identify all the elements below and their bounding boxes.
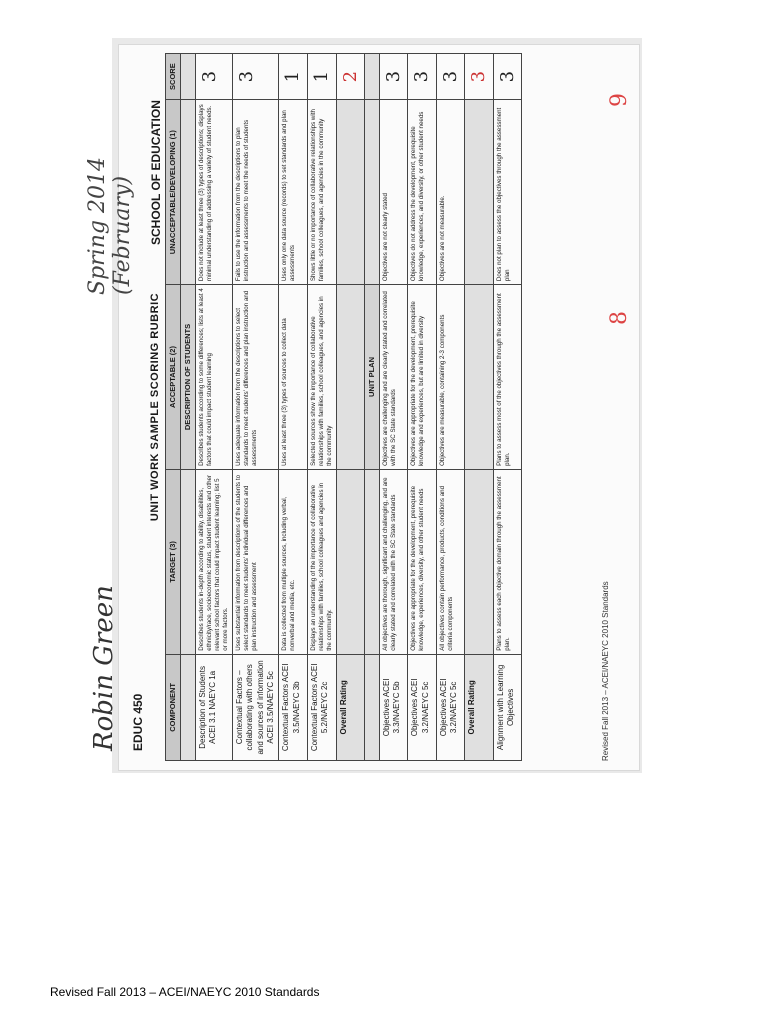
score-cell: 1 <box>279 54 307 100</box>
acceptable-cell: Plans to assess most of the objectives through the assessment plan. <box>493 285 521 470</box>
unacceptable-cell: Does not plan to assess the objectives through the assessment plan <box>493 100 521 285</box>
component-cell: Contextual Factors – collaborating with others and sources of information ACEI 3.5/NAEYC 5c <box>232 654 279 760</box>
header-acceptable: ACCEPTABLE (2) <box>166 285 181 470</box>
handwritten-semester: Spring 2014 (February) <box>85 157 135 295</box>
header-score: SCORE <box>166 54 181 100</box>
target-cell: Objectives are appropriate for the development, prerequisite knowledge, experiences, diversity, and other student needs <box>408 469 436 654</box>
score-cell: 1 <box>307 54 336 100</box>
unacceptable-cell: Objectives are not clearly stated <box>380 100 408 285</box>
score-cell: 3 <box>195 54 232 100</box>
section-title: DESCRIPTION OF STUDENTS <box>180 285 195 470</box>
table-row <box>493 54 521 761</box>
handwritten-section-total: 8 <box>607 311 632 325</box>
score-cell: 3 <box>380 54 408 100</box>
header-component: COMPONENT <box>166 654 181 760</box>
component-cell: Contextual Factors ACEI 5.2/NAEYC 2c <box>307 654 336 760</box>
section-row <box>365 54 380 761</box>
rotated-rubric-content <box>85 49 635 765</box>
table-row <box>232 54 279 761</box>
target-cell: All objectives are thorough, significant and challenging, and are clearly stated and correlated with the SC State standards <box>380 469 408 654</box>
table-row <box>408 54 436 761</box>
school-name: SCHOOL OF EDUCATION <box>149 100 163 245</box>
table-row <box>279 54 307 761</box>
score-cell: 3 <box>232 54 279 100</box>
unacceptable-cell: Uses only one data source (records) to set standards and plan assessments <box>279 100 307 285</box>
overall-rating-row <box>465 54 493 761</box>
unacceptable-cell: Objectives are not measurable. <box>436 100 464 285</box>
acceptable-cell: Selected sources show the importance of collaborative relationships with families, school colleagues, and agencies in the community <box>307 285 336 470</box>
handwritten-section-total: 9 <box>607 93 632 107</box>
rubric-title: UNIT WORK SAMPLE SCORING RUBRIC <box>149 292 161 522</box>
component-cell: Contextual Factors ACEI 3.5/NAEYC 3b <box>279 654 307 760</box>
acceptable-cell: Uses at least three (3) types of sources to collect data <box>279 285 307 470</box>
header-target: TARGET (3) <box>166 469 181 654</box>
overall-rating-row <box>336 54 364 761</box>
target-cell: Plans to assess each objective domain through the assessment plan. <box>493 469 521 654</box>
header-unacceptable: UNACCEPTABLE/DEVELOPING (1) <box>166 100 181 285</box>
component-cell: Description of Students ACEI 3.1 NAEYC 1a <box>195 654 232 760</box>
overall-rating-label: Overall Rating <box>336 654 364 760</box>
unacceptable-cell: Fails to use the information from the descriptions to plan instruction and assessments to meet the needs of students <box>232 100 279 285</box>
table-row <box>436 54 464 761</box>
target-cell: Displays an understanding of the importance of collaborative relationships with families, school colleagues and agencies in the community. <box>307 469 336 654</box>
overall-rating-score: 2 <box>336 54 364 100</box>
component-cell: Objectives ACEI 3.3/NAEYC 5b <box>380 654 408 760</box>
course-code: EDUC 450 <box>131 693 145 751</box>
score-cell: 3 <box>408 54 436 100</box>
overall-rating-label: Overall Rating <box>465 654 493 760</box>
revised-note: Revised Fall 2013 – ACEI/NAEYC 2010 Standards <box>601 581 610 761</box>
acceptable-cell: Describes students according to some differences; lists at least 4 factors that could impact student learning <box>195 285 232 470</box>
scanned-page <box>85 44 640 771</box>
table-row <box>307 54 336 761</box>
score-cell: 3 <box>493 54 521 100</box>
table-row <box>380 54 408 761</box>
target-cell: Uses substantial information from descriptions of the students to select standards to meet students' individual differences and plan instruction and assessment <box>232 469 279 654</box>
header-row <box>166 54 181 761</box>
component-cell: Objectives ACEI 3.2/NAEYC 5c <box>436 654 464 760</box>
overall-rating-score: 3 <box>465 54 493 100</box>
target-cell: Data is collected from multiple sources, including verbal, nonverbal and media, etc. <box>279 469 307 654</box>
handwritten-student-name: Robin Green <box>89 585 119 751</box>
unacceptable-cell: Shows little or no importance of collaborative relationships with families, school colleagues, and agencies in the community <box>307 100 336 285</box>
acceptable-cell: Objectives are challenging and are clearly stated and correlated with the SC State standards <box>380 285 408 470</box>
page-footer: Revised Fall 2013 – ACEI/NAEYC 2010 Standards <box>50 985 320 999</box>
component-cell: Alignment with Learning Objectives <box>493 654 521 760</box>
section-title: UNIT PLAN <box>365 285 380 470</box>
section-row <box>180 54 195 761</box>
component-cell: Objectives ACEI 3.2/NAEYC 5c <box>408 654 436 760</box>
acceptable-cell: Uses adequate information from the descriptions to select standards to meet students' differences and plan instruction and assessments <box>232 285 279 470</box>
unacceptable-cell: Does not include at least three (3) types of descriptions; displays minimal understanding of addressing a variety of student needs. <box>195 100 232 285</box>
unacceptable-cell: Objectives do not address the development, prerequisite knowledge, experiences, and diversity, or other student needs <box>408 100 436 285</box>
rubric-table <box>165 53 522 761</box>
target-cell: All objectives contain performance, products, conditions and criteria components <box>436 469 464 654</box>
score-cell: 3 <box>436 54 464 100</box>
target-cell: Describes students in-depth according to ability, disabilities, ethnicity/race, socioeconomic status, student interests and other relevant school factors that could impact student learning; list 5 or more factors. <box>195 469 232 654</box>
table-row <box>195 54 232 761</box>
acceptable-cell: Objectives are measurable, containing 2-3 components <box>436 285 464 470</box>
acceptable-cell: Objectives are appropriate for the development, prerequisite knowledge and experiences, but are limited in diversity <box>408 285 436 470</box>
